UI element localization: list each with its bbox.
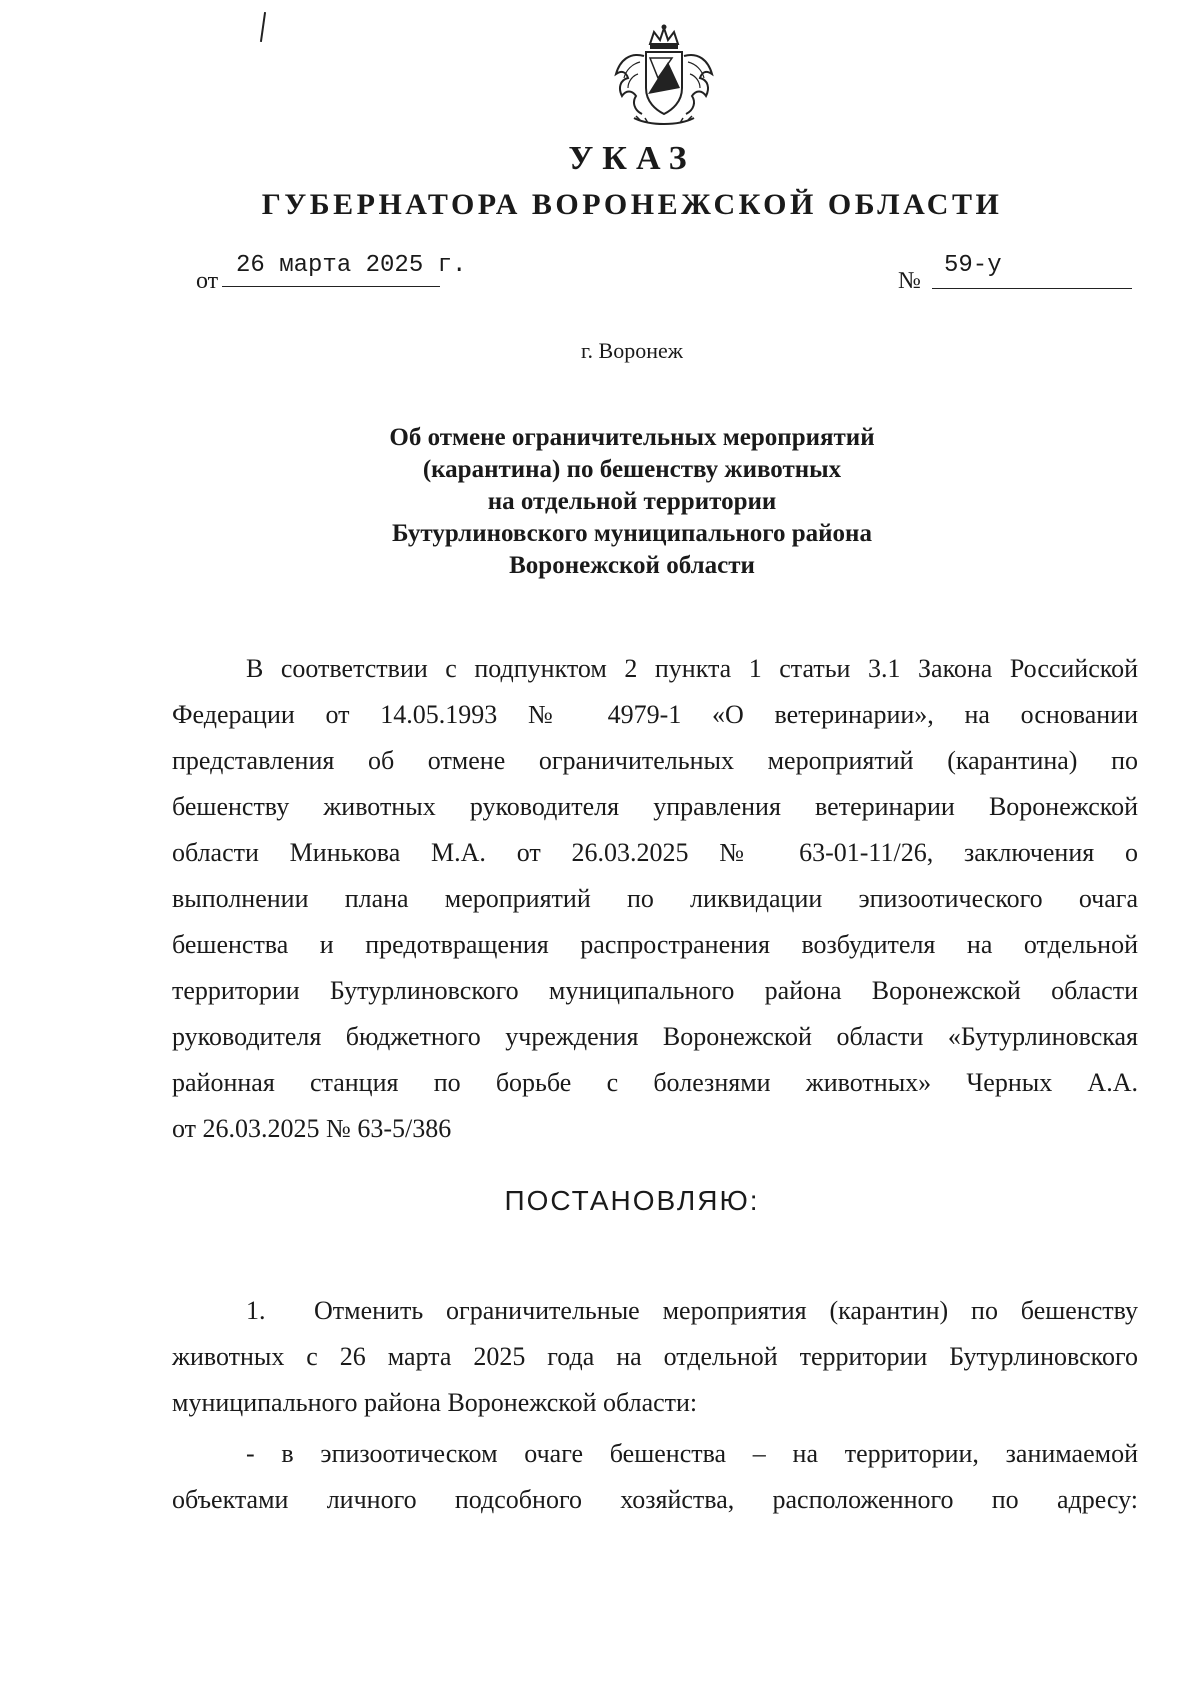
subitem-line: объектами личного подсобного хозяйства, расположенного по адресу: xyxy=(172,1485,1138,1514)
item-line xyxy=(172,1288,1138,1334)
number-prefix: № xyxy=(898,268,921,294)
voronezh-coat-of-arms-icon xyxy=(610,22,718,128)
preamble-line: районная станция по борьбе с болезнями животных» Черных А.А. xyxy=(172,1068,1138,1097)
preamble-paragraph xyxy=(172,646,1138,1152)
subject-heading xyxy=(0,422,1200,582)
item-text: Отменить ограничительные мероприятия (карантин) по бешенству xyxy=(314,1296,1138,1325)
date-value: 26 марта 2025 г. xyxy=(236,252,467,279)
decree-word: ПОСТАНОВЛЯЮ: xyxy=(504,1185,760,1216)
subject-line: на отдельной территории xyxy=(487,488,777,515)
preamble-line: бешенству животных руководителя управления ветеринарии Воронежской xyxy=(172,792,1138,821)
preamble-line: В соответствии с подпунктом 2 пункта 1 статьи 3.1 Закона Российской xyxy=(246,654,1138,683)
preamble-line: бешенства и предотвращения распространения возбудителя на отдельной xyxy=(172,930,1138,959)
number-value: 59-у xyxy=(944,252,1002,279)
item-number: 1. xyxy=(246,1296,266,1325)
item-1-paragraph xyxy=(172,1288,1138,1426)
preamble-line: от 26.03.2025 № 63-5/386 xyxy=(172,1114,452,1143)
preamble-line: области Минькова М.А. от 26.03.2025 № 63-01-11/26, заключения о xyxy=(172,838,1138,867)
subject-line: (карантина) по бешенству животных xyxy=(422,456,842,483)
preamble-line: руководителя бюджетного учреждения Воронежской области «Бутурлиновская xyxy=(172,1022,1138,1051)
subitem-line: - в эпизоотическом очаге бешенства – на территории, занимаемой xyxy=(246,1439,1138,1468)
city-name: г. Воронеж xyxy=(581,338,683,363)
pen-mark xyxy=(260,12,266,42)
document-issuer-title: ГУБЕРНАТОРА ВОРОНЕЖСКОЙ ОБЛАСТИ xyxy=(261,188,1003,221)
preamble-line: Федерации от 14.05.1993 № 4979-1 «О ветеринарии», на основании xyxy=(172,700,1138,729)
preamble-line: территории Бутурлиновского муниципального района Воронежской области xyxy=(172,976,1138,1005)
subject-line: Бутурлиновского муниципального района xyxy=(392,520,872,547)
preamble-line: представления об отмене ограничительных мероприятий (карантина) по xyxy=(172,746,1138,775)
subject-line: Воронежской области xyxy=(509,552,755,579)
item-line: муниципального района Воронежской области: xyxy=(172,1388,698,1417)
preamble-line: выполнении плана мероприятий по ликвидации эпизоотического очага xyxy=(172,884,1138,913)
item-1-subparagraph xyxy=(172,1431,1138,1523)
subject-line: Об отмене ограничительных мероприятий xyxy=(389,424,875,451)
date-prefix: от xyxy=(196,268,219,294)
item-line: животных с 26 марта 2025 года на отдельной территории Бутурлиновского xyxy=(172,1342,1138,1371)
document-type-title: УКАЗ xyxy=(568,140,696,177)
